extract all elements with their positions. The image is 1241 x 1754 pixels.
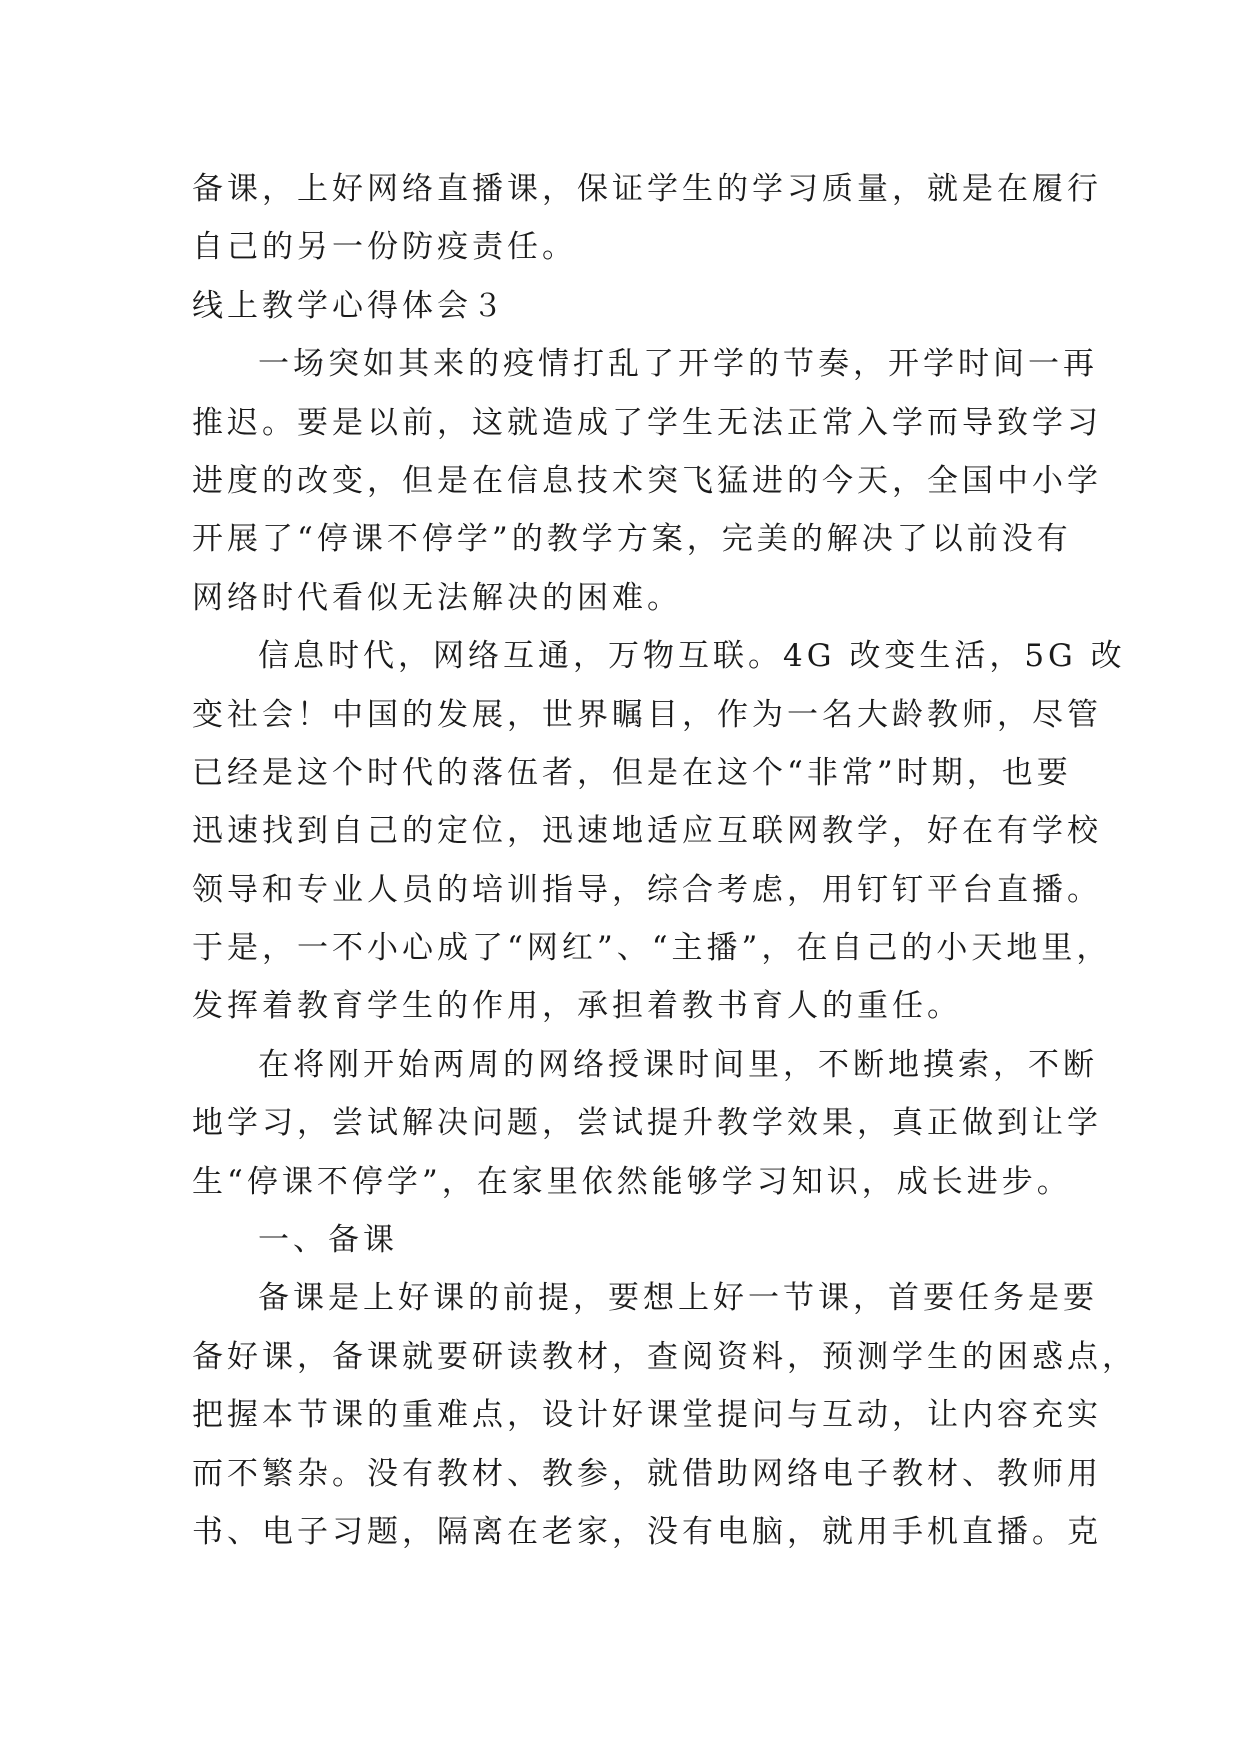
paragraph-line: 生“停课不停学”，在家里依然能够学习知识，成长进步。 [192,1163,1072,1200]
paragraph-line: 开展了“停课不停学”的教学方案，完美的解决了以前没有 [192,521,1072,558]
paragraph-line: 一场突如其来的疫情打乱了开学的节奏，开学时间一再 [258,346,1098,383]
document-page [192,160,1137,1561]
paragraph-line: 迅速找到自己的定位，迅速地适应互联网教学，好在有学校 [192,813,1102,850]
paragraph-line: 进度的改变，但是在信息技术突飞猛进的今天，全国中小学 [192,462,1102,499]
paragraph-line: 地学习，尝试解决问题，尝试提升教学效果，真正做到让学 [192,1105,1102,1142]
paragraph-line: 网络时代看似无法解决的困难。 [192,579,682,616]
paragraph-line: 领导和专业人员的培训指导，综合考虑，用钉钉平台直播。 [192,871,1102,908]
paragraph-line: 备好课，备课就要研读教材，查阅资料，预测学生的困惑点， [192,1338,1137,1375]
subsection-title: 一、备课 [258,1222,398,1259]
paragraph-line: 于是，一不小心成了“网红”、“主播”，在自己的小天地里， [192,930,1112,967]
paragraph-line: 发挥着教育学生的作用，承担着教书育人的重任。 [192,988,962,1025]
paragraph-line: 变社会！中国的发展，世界瞩目，作为一名大龄教师，尽管 [192,696,1102,733]
paragraph-line: 推迟。要是以前，这就造成了学生无法正常入学而导致学习 [192,404,1102,441]
paragraph-line: 把握本节课的重难点，设计好课堂提问与互动，让内容充实 [192,1397,1102,1434]
paragraph-line: 而不繁杂。没有教材、教参，就借助网络电子教材、教师用 [192,1455,1102,1492]
paragraph-line: 在将刚开始两周的网络授课时间里，不断地摸索，不断 [258,1046,1098,1083]
paragraph-line: 信息时代，网络互通，万物互联。4G 改变生活，5G 改 [258,638,1126,675]
section-title: 线上教学心得体会３ [192,287,507,324]
paragraph-line: 备课是上好课的前提，要想上好一节课，首要任务是要 [258,1280,1098,1317]
paragraph-line: 备课，上好网络直播课，保证学生的学习质量，就是在履行 [192,171,1102,207]
paragraph-line: 自己的另一份防疫责任。 [192,229,577,266]
paragraph-line: 已经是这个时代的落伍者，但是在这个“非常”时期，也要 [192,754,1072,791]
paragraph-line: 书、电子习题，隔离在老家，没有电脑，就用手机直播。克 [192,1513,1102,1550]
